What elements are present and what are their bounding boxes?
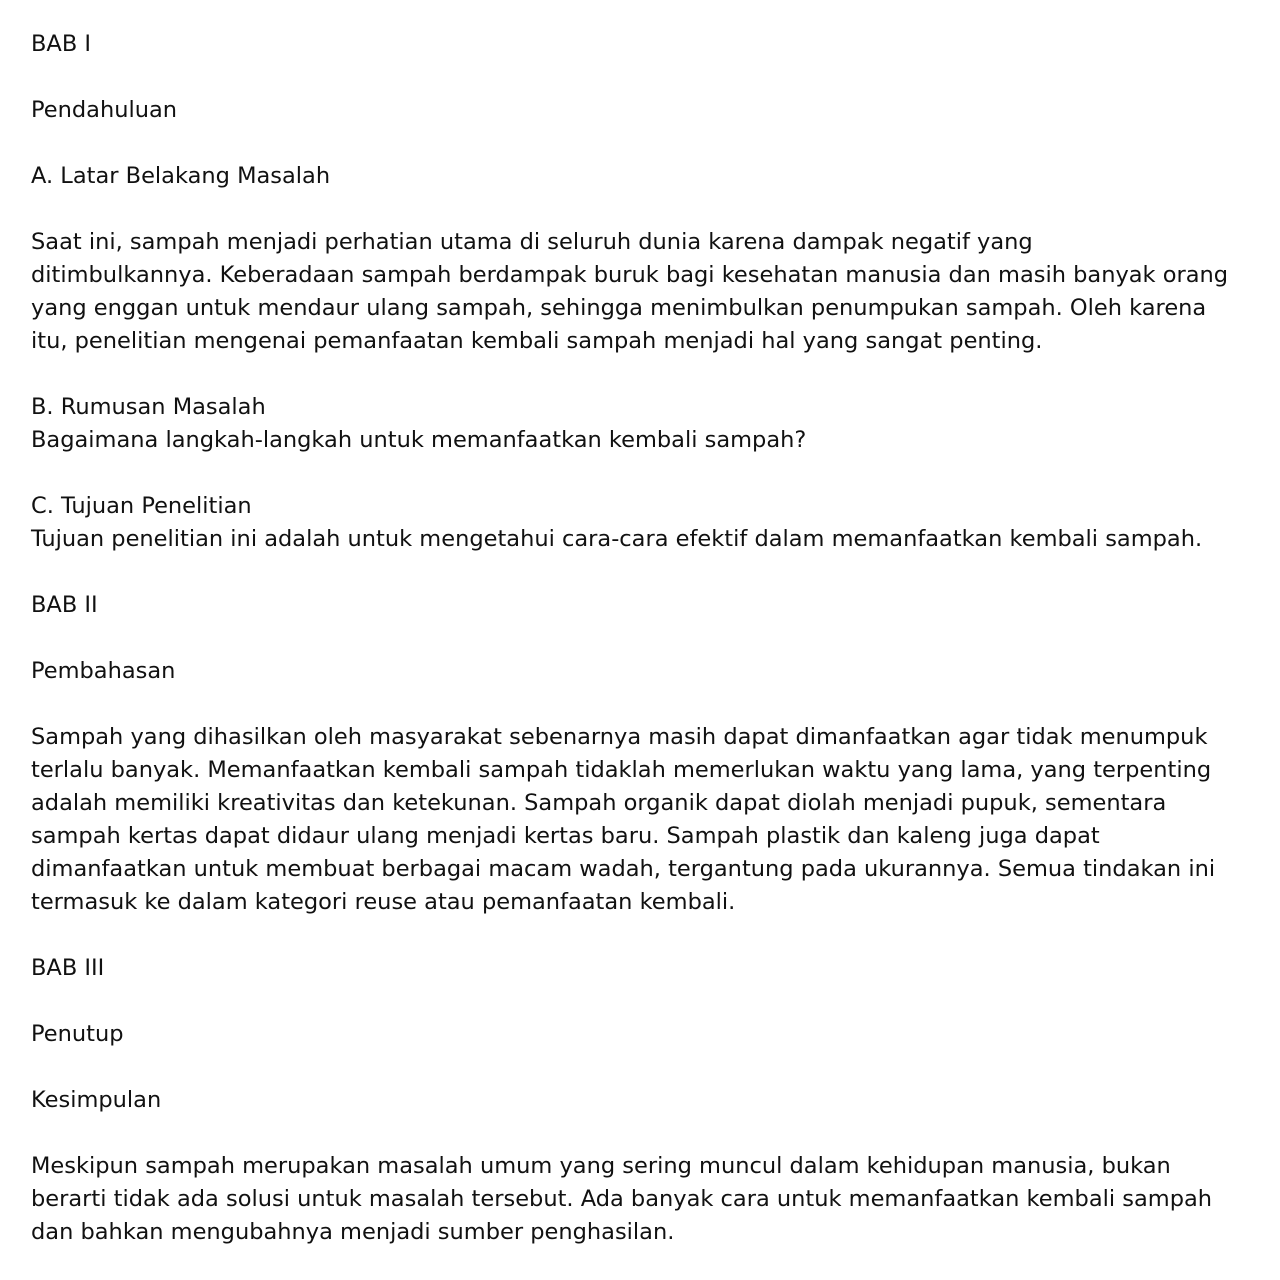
- spacer: [31, 193, 1256, 226]
- bab3-line: dan bahkan mengubahnya menjadi sumber penghasilan.: [31, 1219, 675, 1245]
- spacer: [31, 457, 1256, 490]
- bab2-line: terlalu banyak. Memanfaatkan kembali sampah tidaklah memerlukan waktu yang lama, yang terpenting: [31, 757, 1212, 783]
- bab1-heading: BAB I: [31, 31, 92, 57]
- spacer: [31, 688, 1256, 721]
- bab2-line: dimanfaatkan untuk membuat berbagai macam wadah, tergantung pada ukurannya. Semua tindakan ini: [31, 856, 1216, 882]
- bab3-line: berarti tidak ada solusi untuk masalah tersebut. Ada banyak cara untuk memanfaatkan kembali sampah: [31, 1186, 1213, 1212]
- bab2-line: adalah memiliki kreativitas dan ketekunan. Sampah organik dapat diolah menjadi pupuk, sementara: [31, 790, 1167, 816]
- section-a-heading: A. Latar Belakang Masalah: [31, 163, 331, 189]
- section-c-text: Tujuan penelitian ini adalah untuk mengetahui cara-cara efektif dalam memanfaatkan kembali sampah.: [31, 526, 1203, 552]
- section-b-text: Bagaimana langkah-langkah untuk memanfaatkan kembali sampah?: [31, 427, 807, 453]
- document-body: [31, 28, 1256, 1249]
- bab2-line: Sampah yang dihasilkan oleh masyarakat sebenarnya masih dapat dimanfaatkan agar tidak menumpuk: [31, 724, 1208, 750]
- section-a-line: ditimbulkannya. Keberadaan sampah berdampak buruk bagi kesehatan manusia dan masih banyak orang: [31, 262, 1229, 288]
- spacer: [31, 985, 1256, 1018]
- spacer: [31, 1051, 1256, 1084]
- section-b-heading: B. Rumusan Masalah: [31, 394, 266, 420]
- section-c-heading: C. Tujuan Penelitian: [31, 493, 252, 519]
- spacer: [31, 127, 1256, 160]
- bab2-title: Pembahasan: [31, 658, 176, 684]
- spacer: [31, 61, 1256, 94]
- spacer: [31, 1117, 1256, 1150]
- bab2-line: termasuk ke dalam kategori reuse atau pemanfaatan kembali.: [31, 889, 736, 915]
- spacer: [31, 358, 1256, 391]
- section-a-line: Saat ini, sampah menjadi perhatian utama di seluruh dunia karena dampak negatif yang: [31, 229, 1033, 255]
- bab3-title: Penutup: [31, 1021, 124, 1047]
- spacer: [31, 919, 1256, 952]
- section-a-line: yang enggan untuk mendaur ulang sampah, sehingga menimbulkan penumpukan sampah. Oleh karena: [31, 295, 1207, 321]
- bab3-subtitle: Kesimpulan: [31, 1087, 162, 1113]
- bab3-line: Meskipun sampah merupakan masalah umum yang sering muncul dalam kehidupan manusia, bukan: [31, 1153, 1171, 1179]
- bab3-heading: BAB III: [31, 955, 105, 981]
- bab2-line: sampah kertas dapat didaur ulang menjadi kertas baru. Sampah plastik dan kaleng juga dapat: [31, 823, 1100, 849]
- spacer: [31, 556, 1256, 589]
- bab1-title: Pendahuluan: [31, 97, 178, 123]
- section-a-line: itu, penelitian mengenai pemanfaatan kembali sampah menjadi hal yang sangat penting.: [31, 328, 1043, 354]
- spacer: [31, 622, 1256, 655]
- bab2-heading: BAB II: [31, 592, 98, 618]
